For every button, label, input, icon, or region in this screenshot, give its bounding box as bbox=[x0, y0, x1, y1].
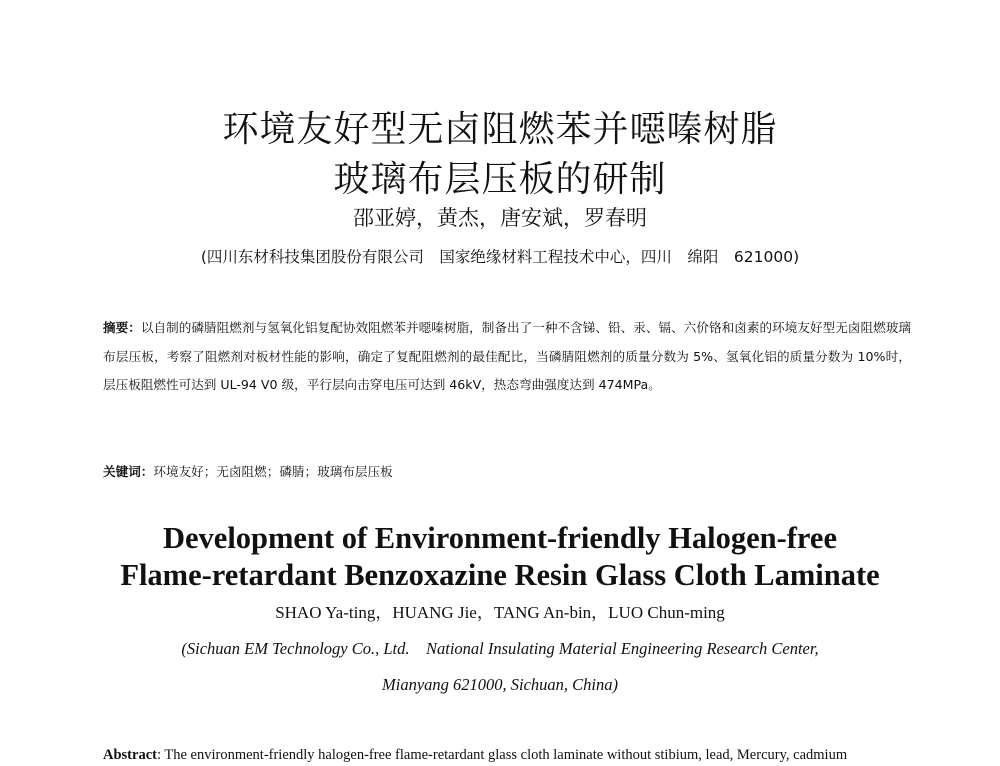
chinese-abstract bbox=[103, 314, 911, 400]
chinese-abstract-text: 以自制的磷腈阻燃剂与氢氧化铝复配协效阻燃苯并噁嗪树脂，制备出了一种不含锑、铅、汞、镉、六价铬和卤素的环境友好型无卤阻燃玻璃布层压板，考察了阻燃剂对板材性能的影响，确定了复配阻燃剂的最佳配比，当磷腈阻燃剂的质量分数为 5%、氢氧化铝的质量分数为 10%时，层压板阻燃性可达到 UL-94 V0 级，平行层向击穿电压可达到 46kV，热态弯曲强度达到 474MPa。 bbox=[103, 320, 912, 392]
chinese-keywords bbox=[103, 460, 911, 484]
chinese-keywords-label: 关键词： bbox=[103, 464, 154, 479]
chinese-keywords-text: 环境友好；无卤阻燃；磷腈；玻璃布层压板 bbox=[153, 464, 393, 479]
english-abstract-text: : The environment-friendly halogen-free flame-retardant glass cloth laminate without stibium, lead, Mercury, cadmium bbox=[156, 747, 848, 763]
english-abstract-label: Abstract bbox=[103, 747, 157, 763]
chinese-title-line-2: 玻璃布层压板的研制 bbox=[333, 159, 667, 200]
english-authors: SHAO Ya-ting，HUANG Jie，TANG An-bin，LUO Chun-ming bbox=[275, 603, 725, 622]
english-affiliation-line-1: (Sichuan EM Technology Co., Ltd. National Insulating Material Engineering Research Center, bbox=[181, 639, 819, 658]
english-affiliation-line-2: Mianyang 621000, Sichuan, China) bbox=[381, 675, 619, 694]
chinese-authors: 邵亚婷，黄杰，唐安斌，罗春明 bbox=[353, 206, 647, 230]
english-abstract bbox=[103, 744, 911, 766]
english-title-line-1: Development of Environment-friendly Halogen-free bbox=[162, 521, 837, 555]
english-title-line-2: Flame-retardant Benzoxazine Resin Glass Cloth Laminate bbox=[120, 558, 880, 592]
chinese-abstract-label: 摘要： bbox=[103, 320, 141, 335]
chinese-affiliation: (四川东材科技集团股份有限公司 国家绝缘材料工程技术中心，四川 绵阳 621000) bbox=[200, 248, 800, 266]
chinese-title-line-1: 环境友好型无卤阻燃苯并噁嗪树脂 bbox=[222, 109, 778, 150]
